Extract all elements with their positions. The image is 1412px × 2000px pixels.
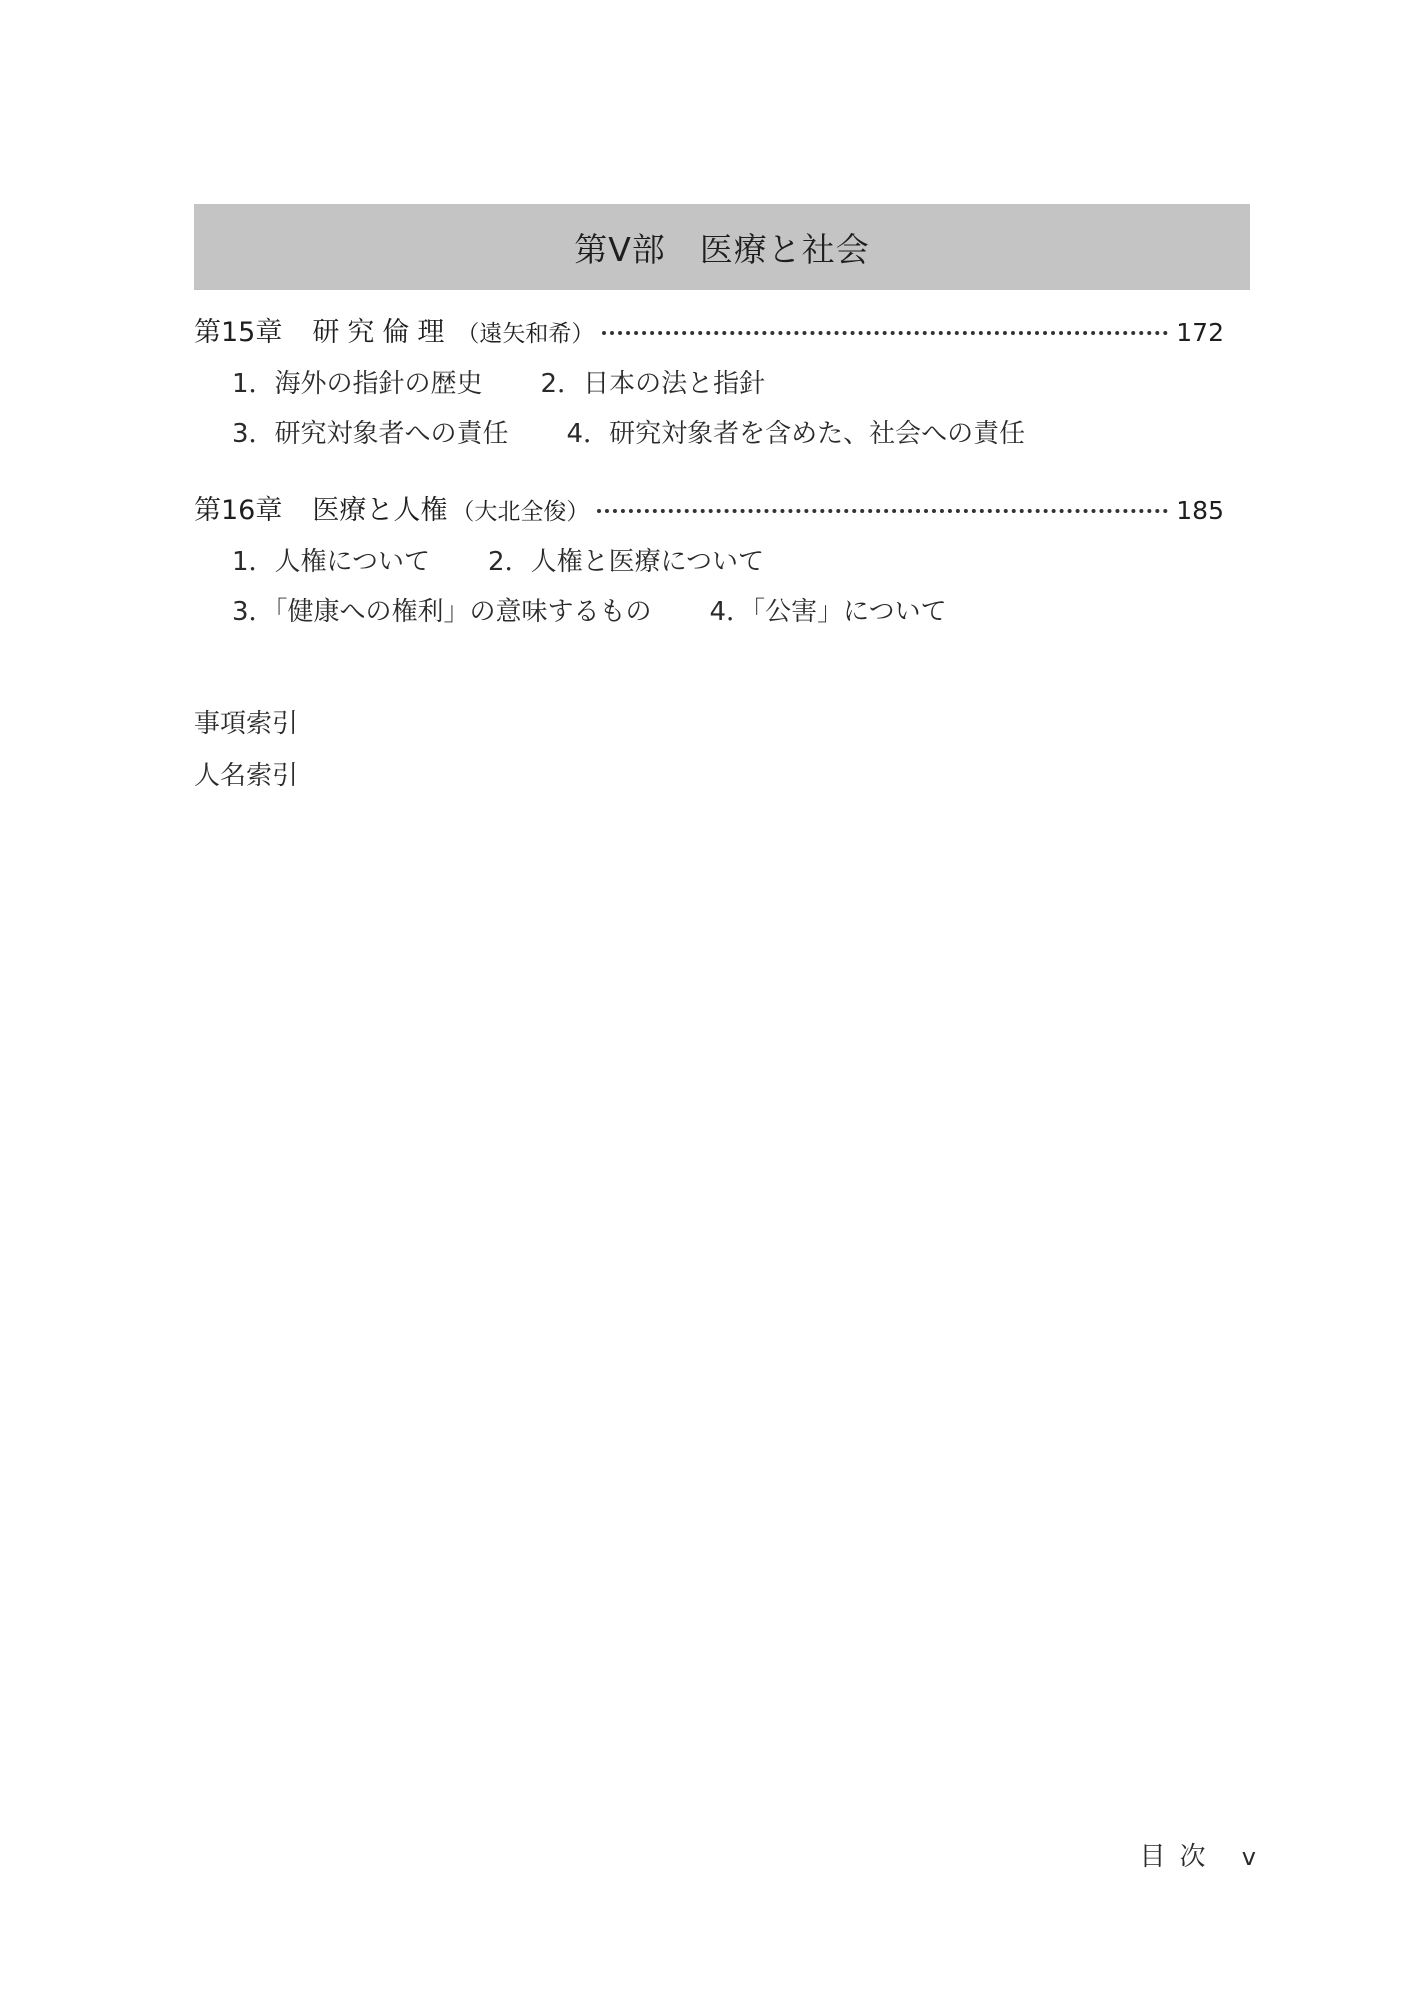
chapter-heading[interactable] bbox=[194, 488, 1224, 528]
section-row bbox=[232, 406, 1224, 456]
section-item[interactable]: 1．人権について bbox=[232, 546, 431, 577]
section-item[interactable]: 2．人権と医療について bbox=[488, 546, 765, 577]
section-row bbox=[232, 534, 1224, 584]
section-list bbox=[194, 356, 1224, 456]
chapter-author: （遠矢和希） bbox=[456, 321, 595, 347]
section-item[interactable]: 4．「公害」について bbox=[709, 596, 947, 627]
chapter-number: 第15章 bbox=[194, 317, 283, 348]
chapter-number: 第16章 bbox=[194, 495, 283, 526]
chapter-heading[interactable] bbox=[194, 310, 1224, 350]
section-item[interactable]: 4．研究対象者を含めた、社会への責任 bbox=[566, 418, 1026, 449]
chapter-title: 研究倫理 bbox=[312, 317, 453, 348]
dot-leader bbox=[602, 331, 1168, 335]
part-header bbox=[194, 204, 1250, 290]
chapter-15[interactable] bbox=[194, 310, 1224, 456]
section-list bbox=[194, 534, 1224, 634]
section-item[interactable]: 2．日本の法と指針 bbox=[540, 368, 766, 399]
chapter-author: （大北全俊） bbox=[451, 499, 590, 525]
section-row bbox=[232, 356, 1224, 406]
name-index-link[interactable]: 人名索引 bbox=[194, 761, 299, 791]
section-row bbox=[232, 584, 1224, 634]
chapter-title: 医療と人権 bbox=[312, 495, 448, 526]
section-item[interactable]: 1．海外の指針の歴史 bbox=[232, 368, 483, 399]
page-footer bbox=[1140, 1836, 1256, 1873]
subject-index-link[interactable]: 事項索引 bbox=[194, 709, 299, 739]
part-title: 第Ⅴ部 医療と社会 bbox=[574, 229, 870, 269]
dot-leader bbox=[597, 509, 1168, 513]
chapter-page-number: 185 bbox=[1176, 496, 1224, 525]
section-item[interactable]: 3．研究対象者への責任 bbox=[232, 418, 509, 449]
chapter-16[interactable] bbox=[194, 488, 1224, 634]
footer-label: 目次 bbox=[1139, 1842, 1220, 1872]
chapter-page-number: 172 bbox=[1176, 318, 1224, 347]
section-item[interactable]: 3．「健康への権利」の意味するもの bbox=[232, 596, 652, 627]
footer-page-numeral: v bbox=[1241, 1843, 1256, 1871]
